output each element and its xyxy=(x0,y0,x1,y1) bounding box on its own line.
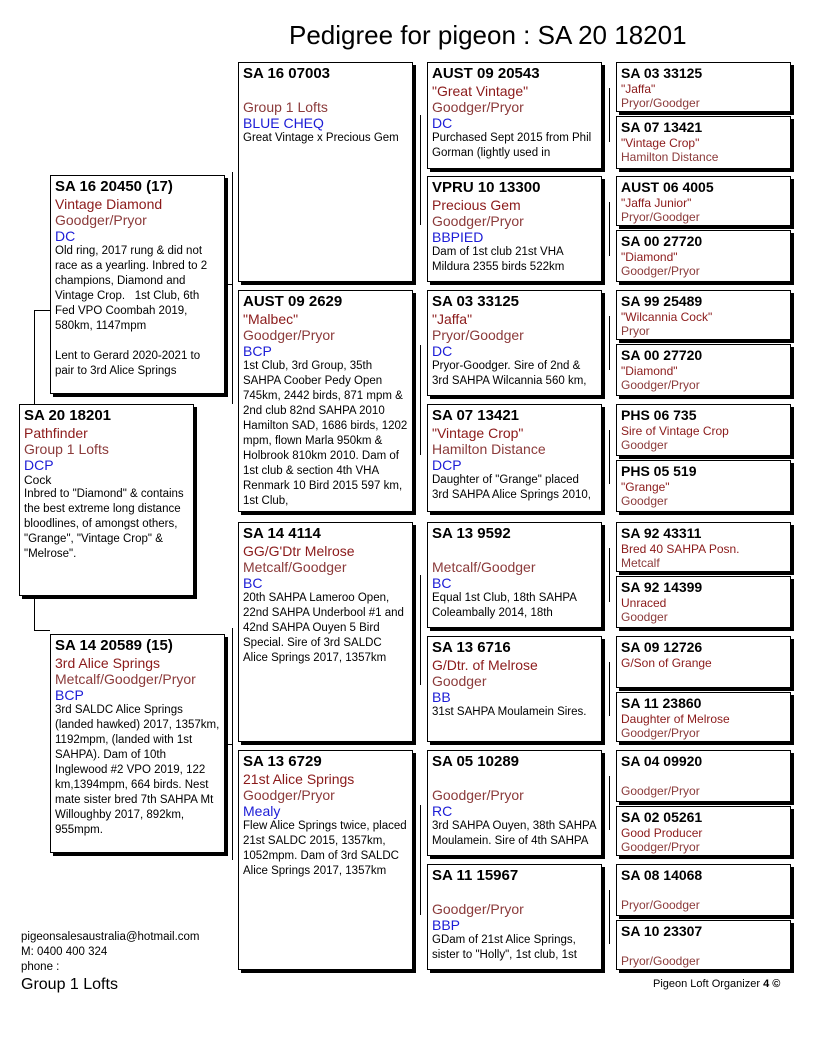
ancestor-card[interactable] xyxy=(616,692,791,742)
connector-line xyxy=(609,776,610,830)
pigeon-name: "Diamond" xyxy=(621,364,678,378)
ancestor-card[interactable] xyxy=(616,522,791,572)
ring-number: PHS 05 519 xyxy=(621,463,697,479)
ancestor-card[interactable] xyxy=(616,920,791,970)
ring-number: SA 07 13421 xyxy=(621,119,703,135)
ring-number: SA 13 6716 xyxy=(432,639,511,656)
subject-pigeon-card[interactable] xyxy=(19,404,194,596)
connector-line xyxy=(34,630,50,631)
notes: Dam of 1st club 21st VHA Mildura 2355 birds 522km xyxy=(432,246,565,273)
ring-number: AUST 09 2629 xyxy=(243,293,343,310)
pigeon-name: "Wilcannia Cock" xyxy=(621,310,713,324)
connector-line xyxy=(232,172,233,404)
ring-number: SA 14 4114 xyxy=(243,525,321,542)
ancestor-card[interactable] xyxy=(616,750,791,802)
great-grandparent-card[interactable] xyxy=(427,62,602,169)
connector-line xyxy=(228,744,233,745)
ancestor-card[interactable] xyxy=(616,176,791,226)
breeder: Goodger/Pryor xyxy=(621,840,700,854)
ring-number: SA 00 27720 xyxy=(621,233,703,249)
breeder: Pryor/Goodger xyxy=(621,898,700,912)
pigeon-name: "Malbec" xyxy=(243,311,299,327)
pigeon-name xyxy=(621,884,787,898)
breeder: Metcalf/Goodger/Pryor xyxy=(55,671,196,687)
great-grandparent-card[interactable] xyxy=(427,864,602,970)
dam-card[interactable] xyxy=(50,634,225,853)
great-grandparent-card[interactable] xyxy=(427,522,602,628)
colour: BC xyxy=(243,575,263,591)
colour: BBP xyxy=(432,917,461,933)
colour: Mealy xyxy=(243,803,281,819)
connector-line xyxy=(420,575,421,685)
pigeon-name: G/Son of Grange xyxy=(621,656,712,670)
ring-number: SA 09 12726 xyxy=(621,639,703,655)
pigeon-name: Unraced xyxy=(621,596,667,610)
breeder: Goodger/Pryor xyxy=(621,784,700,798)
notes: Daughter of "Grange" placed 3rd SAHPA Alice Springs 2010, xyxy=(432,474,591,501)
ring-number: SA 04 09920 xyxy=(621,753,703,769)
notes: Great Vintage x Precious Gem xyxy=(243,132,399,144)
notes: Flew Alice Springs twice, placed 21st SALDC 2015, 1357km, 1052mpm. Dam of 3rd SALDC Alice Springs 2017, 1357km xyxy=(243,820,407,877)
colour: RC xyxy=(432,803,453,819)
breeder: Hamilton Distance xyxy=(621,150,719,164)
breeder: Goodger/Pryor xyxy=(432,213,524,229)
ring-number: SA 16 07003 xyxy=(243,65,331,82)
pigeon-name: Daughter of Melrose xyxy=(621,712,730,726)
ancestor-card[interactable] xyxy=(616,864,791,916)
sire-card[interactable] xyxy=(50,175,225,394)
breeder: Metcalf xyxy=(621,556,660,570)
grandparent-card[interactable] xyxy=(238,522,413,742)
breeder: Pryor/Goodger xyxy=(432,327,524,343)
ancestor-card[interactable] xyxy=(616,806,791,856)
ring-number: SA 92 43311 xyxy=(621,525,702,541)
breeder: Goodger/Pryor xyxy=(243,327,335,343)
breeder: Goodger/Pryor xyxy=(432,787,524,803)
colour: DCP xyxy=(24,457,54,473)
great-grandparent-card[interactable] xyxy=(427,176,602,282)
notes: Purchased Sept 2015 from Phil Gorman (lightly used in xyxy=(432,132,592,159)
breeder: Metcalf/Goodger xyxy=(432,559,536,575)
breeder: Goodger/Pryor xyxy=(621,378,700,392)
ring-number: SA 13 9592 xyxy=(432,525,511,542)
ancestor-card[interactable] xyxy=(616,460,791,512)
ring-number: SA 99 25489 xyxy=(621,293,703,309)
pigeon-name xyxy=(621,940,787,954)
pigeon-name: "Jaffa" xyxy=(621,82,656,96)
breeder: Pryor/Goodger xyxy=(621,954,700,968)
connector-line xyxy=(609,662,610,716)
pigeon-name: 21st Alice Springs xyxy=(243,771,355,787)
pigeon-name: Bred 40 SAHPA Posn. xyxy=(621,542,740,556)
breeder: Goodger xyxy=(621,610,668,624)
ancestor-card[interactable] xyxy=(616,576,791,628)
connector-line xyxy=(420,345,421,455)
breeder: Goodger/Pryor xyxy=(243,787,335,803)
great-grandparent-card[interactable] xyxy=(427,404,602,512)
breeder: Goodger/Pryor xyxy=(621,726,700,740)
notes: 1st Club, 3rd Group, 35th SAHPA Coober Pedy Open 745km, 2442 birds, 871 mpm & 2nd club 82nd SAHPA 2010 Hamilton SAD, 1686 birds, 1202 mpm, flown Marla 950km & Holbrook 810km 2010. Dam of 1st club & section 4th VHA Renmark 10 Bird 2015 597 km, 1st Club, xyxy=(243,360,408,507)
connector-line xyxy=(609,316,610,370)
connector-line xyxy=(420,115,421,225)
colour: DC xyxy=(55,228,76,244)
notes: 20th SAHPA Lameroo Open, 22nd SAHPA Underbool #1 and 42nd SAHPA Ouyen 5 Bird Special. Sire of 3rd SALDC Alice Springs 2017, 1357km xyxy=(243,592,404,664)
pigeon-name: Precious Gem xyxy=(432,197,521,213)
pigeon-name xyxy=(432,543,598,559)
ring-number: SA 16 20450 (17) xyxy=(55,178,173,195)
ring-number: SA 08 14068 xyxy=(621,867,703,883)
breeder: Goodger/Pryor xyxy=(432,99,524,115)
ancestor-card[interactable] xyxy=(616,636,791,688)
colour: BCP xyxy=(55,687,84,703)
connector-line xyxy=(420,805,421,915)
pigeon-name: Good Producer xyxy=(621,826,703,840)
ring-number: SA 11 23860 xyxy=(621,695,702,711)
pigeon-name: 3rd Alice Springs xyxy=(55,655,161,671)
pigeon-name: "Diamond" xyxy=(621,250,678,264)
connector-line xyxy=(609,890,610,944)
colour: BC xyxy=(432,575,452,591)
great-grandparent-card[interactable] xyxy=(427,750,602,856)
ancestor-card[interactable] xyxy=(616,404,791,456)
grandparent-card[interactable] xyxy=(238,750,413,970)
colour: BBPIED xyxy=(432,229,484,245)
contact-phone: phone : xyxy=(21,961,60,973)
ancestor-card[interactable] xyxy=(616,230,791,282)
breeder: Pryor/Goodger xyxy=(621,210,700,224)
pigeon-name xyxy=(432,885,598,901)
breeder: Goodger/Pryor xyxy=(432,901,524,917)
breeder: Hamilton Distance xyxy=(432,441,546,457)
ring-number: SA 13 6729 xyxy=(243,753,322,770)
pigeon-name: Sire of Vintage Crop xyxy=(621,424,729,438)
notes: 31st SAHPA Moulamein Sires. xyxy=(432,706,587,718)
ring-number: SA 20 18201 xyxy=(24,407,112,424)
pigeon-name: "Vintage Crop" xyxy=(621,136,700,150)
contact-mobile: M: 0400 400 324 xyxy=(21,946,108,958)
notes: Old ring, 2017 rung & did not race as a yearling. Inbred to 2 champions, Diamond and Vintage Crop. 1st Club, 6th Fed VPO Coombah 2019, 580km, 1147mpm Lent to Gerard 2020-2021 to pair to 3rd Alice Springs xyxy=(55,245,208,377)
breeder: Goodger xyxy=(621,494,668,508)
ring-number: SA 03 33125 xyxy=(621,65,703,81)
breeder: Goodger/Pryor xyxy=(621,264,700,278)
pigeon-name: Pathfinder xyxy=(24,425,88,441)
ancestor-card[interactable] xyxy=(616,62,791,112)
colour: BLUE CHEQ xyxy=(243,115,324,131)
breeder: Group 1 Lofts xyxy=(243,99,328,115)
pigeon-name xyxy=(432,771,598,787)
notes: 3rd SALDC Alice Springs (landed hawked) 2017, 1357km, 1192mpm, (landed with 1st SAHPA). Dam of 10th Inglewood #2 VPO 2019, 122 km,1394mpm, 664 birds. Nest mate sister bred 7th SAHPA Mt Willoughby 2017, 892km, 955mpm. xyxy=(55,704,220,836)
grandparent-card[interactable] xyxy=(238,62,413,282)
notes: Pryor-Goodger. Sire of 2nd & 3rd SAHPA Wilcannia 560 km, xyxy=(432,360,587,387)
colour: DC xyxy=(432,115,453,131)
pigeon-name: G/Dtr. of Melrose xyxy=(432,657,538,673)
contact-email: pigeonsalesaustralia@hotmail.com xyxy=(21,931,200,943)
pigeon-name xyxy=(621,770,787,784)
notes: 3rd SAHPA Ouyen, 38th SAHPA Moulamein. Sire of 4th SAHPA xyxy=(432,820,596,847)
ring-number: SA 10 23307 xyxy=(621,923,703,939)
notes: Inbred to "Diamond" & contains the best extreme long distance bloodlines, of amongst others, "Grange", "Vintage Crop" & "Melrose". xyxy=(24,488,184,560)
ring-number: SA 11 15967 xyxy=(432,867,519,884)
connector-line xyxy=(34,310,50,311)
colour: DCP xyxy=(432,457,462,473)
ring-number: AUST 06 4005 xyxy=(621,179,714,195)
notes: GDam of 21st Alice Springs, sister to "Holly", 1st club, 1st xyxy=(432,934,577,961)
ring-number: PHS 06 735 xyxy=(621,407,697,423)
page-title: Pedigree for pigeon : SA 20 18201 xyxy=(289,20,687,50)
great-grandparent-card[interactable] xyxy=(427,636,602,742)
ring-number: SA 02 05261 xyxy=(621,809,703,825)
pigeon-name xyxy=(243,83,409,99)
ring-number: SA 92 14399 xyxy=(621,579,703,595)
pigeon-name: "Vintage Crop" xyxy=(432,425,524,441)
loft-name: Group 1 Lofts xyxy=(21,976,118,993)
ancestor-card[interactable] xyxy=(616,290,791,340)
pigeon-name: Vintage Diamond xyxy=(55,196,163,212)
ancestor-card[interactable] xyxy=(616,344,791,396)
pigeon-name: "Jaffa" xyxy=(432,311,473,327)
colour: BCP xyxy=(243,343,272,359)
sex: Cock xyxy=(24,473,52,487)
ring-number: AUST 09 20543 xyxy=(432,65,540,82)
breeder: Goodger xyxy=(432,673,487,689)
breeder: Goodger/Pryor xyxy=(55,212,147,228)
connector-line xyxy=(609,88,610,142)
connector-line xyxy=(34,310,35,405)
ring-number: VPRU 10 13300 xyxy=(432,179,541,196)
breeder: Metcalf/Goodger xyxy=(243,559,347,575)
pigeon-name: "Grange" xyxy=(621,480,670,494)
pigeon-name: "Jaffa Junior" xyxy=(621,196,692,210)
connector-line xyxy=(228,284,233,285)
ring-number: SA 07 13421 xyxy=(432,407,520,424)
ring-number: SA 05 10289 xyxy=(432,753,520,770)
breeder: Pryor xyxy=(621,324,650,338)
colour: DC xyxy=(432,343,453,359)
software-credit xyxy=(653,978,780,990)
connector-line xyxy=(609,430,610,484)
software-version: 4 © xyxy=(763,978,781,990)
ring-number: SA 00 27720 xyxy=(621,347,703,363)
pigeon-name: "Great Vintage" xyxy=(432,83,529,99)
breeder: Goodger xyxy=(621,438,668,452)
connector-line xyxy=(609,548,610,602)
colour: BB xyxy=(432,689,451,705)
ring-number: SA 03 33125 xyxy=(432,293,520,310)
pigeon-name: GG/G'Dtr Melrose xyxy=(243,543,355,559)
software-name: Pigeon Loft Organizer xyxy=(653,978,761,990)
ancestor-card[interactable] xyxy=(616,116,791,169)
connector-line xyxy=(609,202,610,256)
great-grandparent-card[interactable] xyxy=(427,290,602,396)
breeder: Group 1 Lofts xyxy=(24,441,109,457)
ring-number: SA 14 20589 (15) xyxy=(55,637,173,654)
breeder: Pryor/Goodger xyxy=(621,96,700,110)
notes: Equal 1st Club, 18th SAHPA Coleambally 2014, 18th xyxy=(432,592,577,619)
grandparent-card[interactable] xyxy=(238,290,413,512)
